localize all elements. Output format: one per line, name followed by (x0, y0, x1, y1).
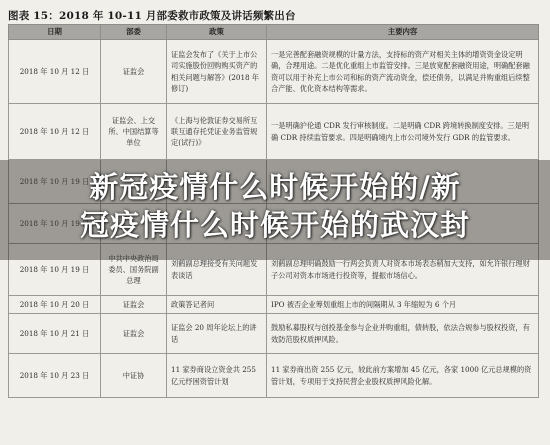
header-dept: 部委 (101, 25, 167, 40)
header-content: 主要内容 (267, 25, 539, 40)
header-policy: 政策 (167, 25, 267, 40)
cell-policy: 政策答记者问 (167, 296, 267, 314)
cell-content: 刘鹤副总理明确鼓励一行两会负责人对资本市场表态稍加大支持，如允许银行理财子公司对资本市场进行投资等，提振市场信心。 (267, 244, 539, 296)
cell-content: 11 家券商出资 255 亿元，较此前方案增加 45 亿元，各家 1000 亿元总规模的资管计划，专项用于支持民营企业股权质押风险化解。 (267, 354, 539, 398)
cell-content: 鼓励私募股权与创投基金参与企业并购重组，债转股，依法合规参与股权投资，有效防范股权质押风险。 (267, 314, 539, 354)
headline-overlay (0, 168, 550, 244)
table-row (9, 296, 539, 314)
cell-date: 2018 年 10 月 19 日 (9, 244, 101, 296)
cell-policy: 证监会发布了《关于上市公司实施股份回购购买资产的相关问题与解答》(2018 年修订) (167, 40, 267, 104)
cell-policy: 11 家券商设立资金共 255 亿元纾困资管计划 (167, 354, 267, 398)
cell-content: 一是明确沪伦通 CDR 发行审核制度。二是明确 CDR 跨境转换制度安排。三是明确 CDR 持续监管要求。四是明确境内上市公司境外发行 GDR 的监管要求。 (267, 104, 539, 160)
cell-policy: 刘鹤副总理接受有关问题发表谈话 (167, 244, 267, 296)
cell-content: 一是完善配套融资规模的计量方法，支持标的资产对相关主体的增资资金设定明确，合理用途。二是优化重组上市监管安排。三是放宽配套融资用途，明确配套融资可以用于补充上市公司和标的资产流动资金，偿还债务，以满足并购重组后续整合产能、优化资本结构等需求。 (267, 40, 539, 104)
cell-date: 2018 年 10 月 19 日 (9, 160, 101, 204)
cell-dept: 中共中央政治局委员、国务院副总理 (101, 244, 167, 296)
cell-date: 2018 年 10 月 21 日 (9, 314, 101, 354)
cell-dept: 证监会、上交所、中国结算等单位 (101, 104, 167, 160)
cell-dept: 证监会 (101, 296, 167, 314)
cell-date: 2018 年 10 月 12 日 (9, 104, 101, 160)
cell-dept: 中证协 (101, 354, 167, 398)
header-date: 日期 (9, 25, 101, 40)
table-header-row (9, 25, 539, 40)
cell-policy: 证监会 20 周年论坛上的讲话 (167, 314, 267, 354)
cell-content: IPO 被否企业筹划重组上市的间隔期从 3 年缩短为 6 个月 (267, 296, 539, 314)
cell-dept: 证监会 (101, 40, 167, 104)
table-row (9, 314, 539, 354)
table-row (9, 104, 539, 160)
cell-policy: 《上海与伦敦证券交易所互联互通存托凭证业务监管规定(试行)》 (167, 104, 267, 160)
cell-date: 2018 年 10 月 19 日 (9, 204, 101, 244)
headline-line-2: 冠疫情什么时候开始的武汉封 (79, 208, 470, 242)
cell-date: 2018 年 10 月 12 日 (9, 40, 101, 104)
cell-dept: 证监会 (101, 314, 167, 354)
figure-title: 图表 15：2018 年 10-11 月部委救市政策及讲话频繁出台 (8, 10, 296, 22)
table-row (9, 40, 539, 104)
cell-date: 2018 年 10 月 20 日 (9, 296, 101, 314)
cell-date: 2018 年 10 月 23 日 (9, 354, 101, 398)
headline-line-1: 新冠疫情什么时候开始的/新 (89, 170, 461, 204)
table-row (9, 354, 539, 398)
